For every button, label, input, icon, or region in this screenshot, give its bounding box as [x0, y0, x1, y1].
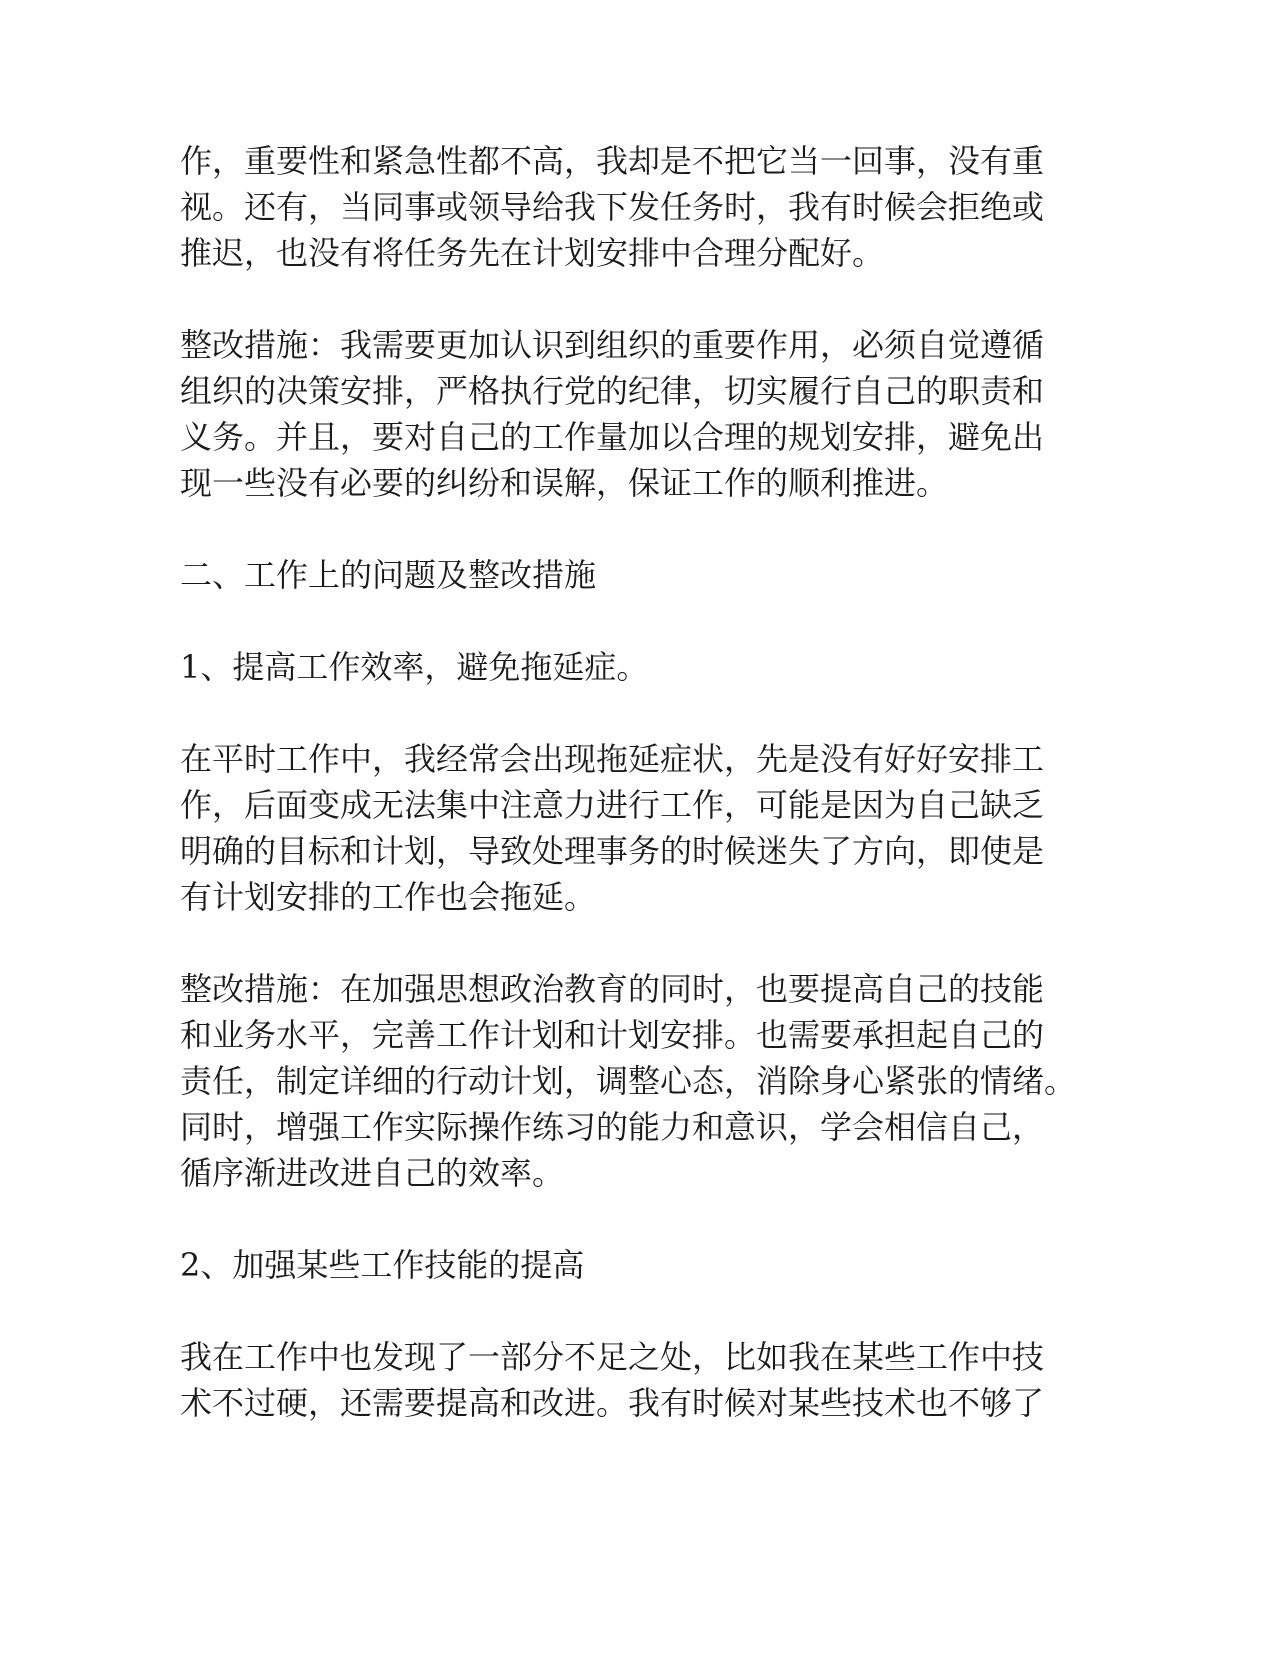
section-heading-work-problems — [180, 552, 1060, 598]
text-line: 循序渐进改进自己的效率。 — [180, 1154, 565, 1192]
text-line: 整改措施：我需要更加认识到组织的重要作用，必须自觉遵循 — [180, 326, 1045, 364]
heading-line: 二、工作上的问题及整改措施 — [180, 556, 597, 594]
text-line: 术不过硬，还需要提高和改进。我有时候对某些技术也不够了 — [180, 1384, 1045, 1422]
paragraph-procrastination — [180, 736, 1060, 920]
text-line: 我在工作中也发现了一部分不足之处，比如我在某些工作中技 — [180, 1338, 1045, 1376]
text-line: 同时，增强工作实际操作练习的能力和意识，学会相信自己， — [180, 1108, 1045, 1146]
subheading-skills — [180, 1242, 1060, 1288]
paragraph-attitude-problem — [180, 138, 1060, 276]
paragraph-skill-shortcomings — [180, 1334, 1060, 1426]
text-line: 推迟，也没有将任务先在计划安排中合理分配好。 — [180, 234, 885, 272]
text-line: 在平时工作中，我经常会出现拖延症状，先是没有好好安排工 — [180, 740, 1045, 778]
paragraph-rectification-measures-2 — [180, 966, 1077, 1196]
paragraph-rectification-measures-1 — [180, 322, 1060, 506]
text-line: 视。还有，当同事或领导给我下发任务时，我有时候会拒绝或 — [180, 188, 1045, 226]
text-line: 和业务水平，完善工作计划和计划安排。也需要承担起自己的 — [180, 1016, 1045, 1054]
text-line: 作，重要性和紧急性都不高，我却是不把它当一回事，没有重 — [180, 142, 1045, 180]
text-line: 组织的决策安排，严格执行党的纪律，切实履行自己的职责和 — [180, 372, 1045, 410]
subheading-efficiency — [180, 644, 1060, 690]
heading-line: 2、加强某些工作技能的提高 — [180, 1246, 585, 1284]
text-line: 有计划安排的工作也会拖延。 — [180, 878, 597, 916]
document-body — [180, 138, 1077, 1472]
text-line: 整改措施：在加强思想政治教育的同时，也要提高自己的技能 — [180, 970, 1045, 1008]
text-line: 现一些没有必要的纠纷和误解，保证工作的顺利推进。 — [180, 464, 949, 502]
text-line: 义务。并且，要对自己的工作量加以合理的规划安排，避免出 — [180, 418, 1045, 456]
heading-line: 1、提高工作效率，避免拖延症。 — [180, 648, 649, 686]
text-line: 作，后面变成无法集中注意力进行工作，可能是因为自己缺乏 — [180, 786, 1045, 824]
text-line: 责任，制定详细的行动计划，调整心态，消除身心紧张的情绪。 — [180, 1062, 1077, 1100]
text-line: 明确的目标和计划，导致处理事务的时候迷失了方向，即使是 — [180, 832, 1045, 870]
